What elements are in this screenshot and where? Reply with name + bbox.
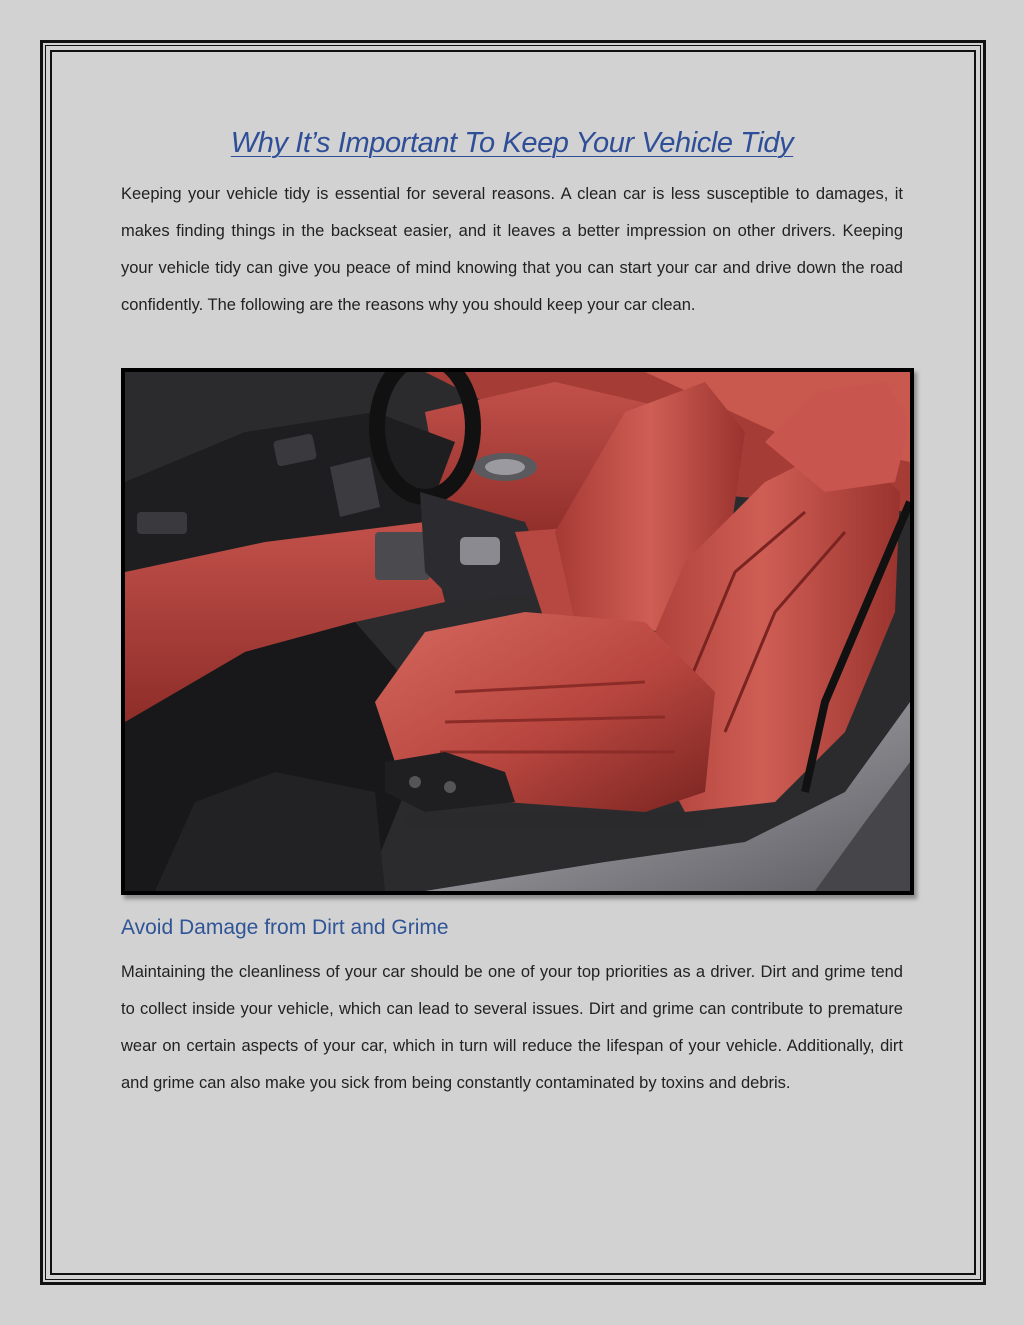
car-interior-illustration	[125, 372, 910, 891]
car-interior-photo	[121, 368, 914, 895]
section-heading: Avoid Damage from Dirt and Grime	[121, 916, 449, 939]
intro-paragraph: Keeping your vehicle tidy is essential for several reasons. A clean car is less susceptible to damages, it makes finding things in the backseat easier, and it leaves a better impression on other drivers. Keeping your vehicle tidy can give you peace of mind knowing that you can start your car and drive down the road confidently. The following are the reasons why you should keep your car clean.	[121, 185, 903, 314]
article	[121, 120, 903, 324]
section-paragraph: Maintaining the cleanliness of your car should be one of your top priorities as a driver. Dirt and grime tend to collect inside your vehicle, which can lead to several issues. Dirt and grime can contribute to premature wear on certain aspects of your car, which in turn will reduce the lifespan of your vehicle. Additionally, dirt and grime can also make you sick from being constantly contaminated by toxins and debris.	[121, 963, 903, 1092]
article-title: Why It’s Important To Keep Your Vehicle Tidy	[230, 127, 794, 159]
